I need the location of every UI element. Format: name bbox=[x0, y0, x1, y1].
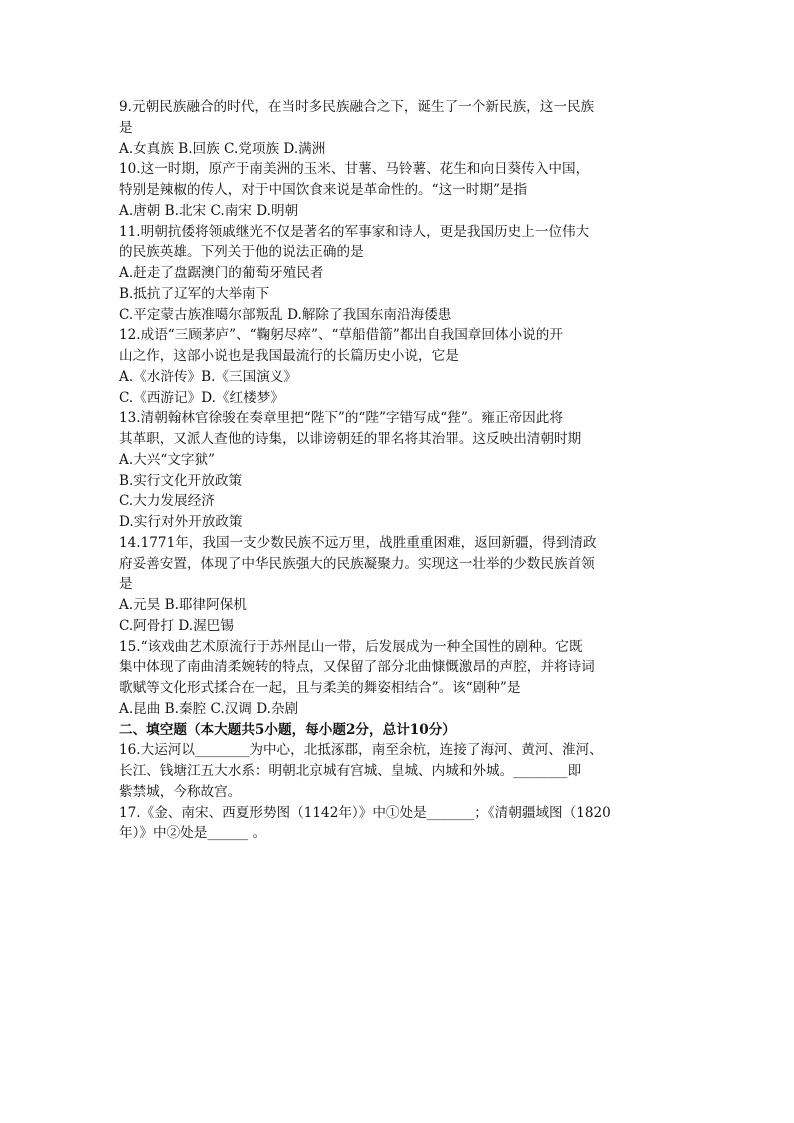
q11-option-b: B.抵抗了辽军的大举南下 bbox=[119, 285, 270, 302]
q16-line3: 紫禁城，今称故宫。 bbox=[119, 783, 242, 800]
q14-stem-line1: 14.1771年，我国一支少数民族不远万里，战胜重重困难，返回新疆，得到清政 bbox=[119, 534, 597, 551]
q13-option-c: C.大力发展经济 bbox=[119, 493, 215, 510]
q14-stem-line2: 府妥善安置，体现了中华民族强大的民族凝聚力。实现这一壮举的少数民族首领 bbox=[119, 555, 595, 572]
q17-line2: 年）》中②处是______ 。 bbox=[119, 825, 267, 842]
q14-stem-line3: 是 bbox=[119, 576, 133, 593]
q11-options-cd: C.平定蒙古族准噶尔部叛乱 D.解除了我国东南沿海倭患 bbox=[119, 306, 452, 323]
q13-option-d: D.实行对外开放政策 bbox=[119, 514, 243, 530]
q12-stem-line1: 12.成语“三顾茅庐”、“鞠躬尽瘁”、“草船借箭”都出自我国章回体小说的开 bbox=[119, 327, 563, 344]
q9-options: A.女真族 B.回族 C.党项族 D.满洲 bbox=[119, 140, 326, 157]
q17-line1: 17.《金、南宋、西夏形势图（1142年）》中①处是_______；《清朝疆域图（1820 bbox=[119, 804, 611, 821]
q9-stem-line2: 是 bbox=[119, 119, 133, 136]
q11-stem-line2: 的民族英雄。下列关于他的说法正确的是 bbox=[119, 244, 364, 261]
q15-stem-line3: 歌赋等文化形式揉合在一起，且与柔美的舞姿相结合”。该“剧种”是 bbox=[119, 680, 521, 696]
q14-options-cd: C.阿骨打 D.渥巴锡 bbox=[119, 617, 234, 634]
q12-stem-line2: 山之作，这部小说也是我国最流行的长篇历史小说，它是 bbox=[119, 348, 459, 364]
q15-stem-line1: 15.“该戏曲艺术原流行于苏州昆山一带，后发展成为一种全国性的剧种。它既 bbox=[119, 638, 583, 655]
q10-stem-line2: 特别是辣椒的传人，对于中国饮食来说是革命性的。“这一时期”是指 bbox=[119, 182, 528, 198]
q10-options: A.唐朝 B.北宋 C.南宋 D.明朝 bbox=[119, 202, 299, 219]
q9-stem-line1: 9.元朝民族融合的时代，在当时多民族融合之下，诞生了一个新民族，这一民族 bbox=[119, 99, 595, 115]
q13-stem-line1: 13.清朝翰林官徐骏在奏章里把“陛下”的“陛”字错写成“狴”。雍正帝因此将 bbox=[119, 410, 563, 427]
q11-option-a: A.赶走了盘踞澳门的葡萄牙殖民者 bbox=[119, 265, 324, 281]
q14-options-ab: A.元昊 B.耶律阿保机 bbox=[119, 597, 247, 613]
q13-option-b: B.实行文化开放政策 bbox=[119, 472, 243, 489]
q16-line2: 长江、钱塘江五大水系：明朝北京城有宫城、皇城、内城和外城。________即 bbox=[119, 763, 582, 779]
exam-text bbox=[119, 97, 689, 844]
section-heading: 二、填空题（本大题共5小题，每小题2分，总计10分） bbox=[119, 721, 456, 738]
q15-stem-line2: 集中体现了南曲清柔婉转的特点，又保留了部分北曲慷慨激昂的声腔，并将诗词 bbox=[119, 659, 595, 676]
q13-stem-line2: 其革职，又派人查他的诗集，以诽谤朝廷的罪名将其治罪。这反映出清朝时期 bbox=[119, 431, 582, 447]
q12-options-ab: A.《水浒传》B.《三国演义》 bbox=[119, 368, 297, 385]
q15-options: A.昆曲 B.秦腔 C.汉调 D.杂剧 bbox=[119, 700, 299, 717]
q11-stem-line1: 11.明朝抗倭将领戚继光不仅是著名的军事家和诗人，更是我国历史上一位伟大 bbox=[119, 223, 590, 240]
q16-line1: 16.大运河以________为中心，北抵涿郡，南至余杭，连接了海河、黄河、淮河、 bbox=[119, 742, 603, 759]
q12-options-cd: C.《西游记》D.《红楼梦》 bbox=[119, 389, 284, 406]
q10-stem-line1: 10.这一时期，原产于南美洲的玉米、甘薯、马铃薯、花生和向日葵传入中国， bbox=[119, 161, 590, 178]
q13-option-a: A.大兴“文字狱” bbox=[119, 451, 216, 468]
